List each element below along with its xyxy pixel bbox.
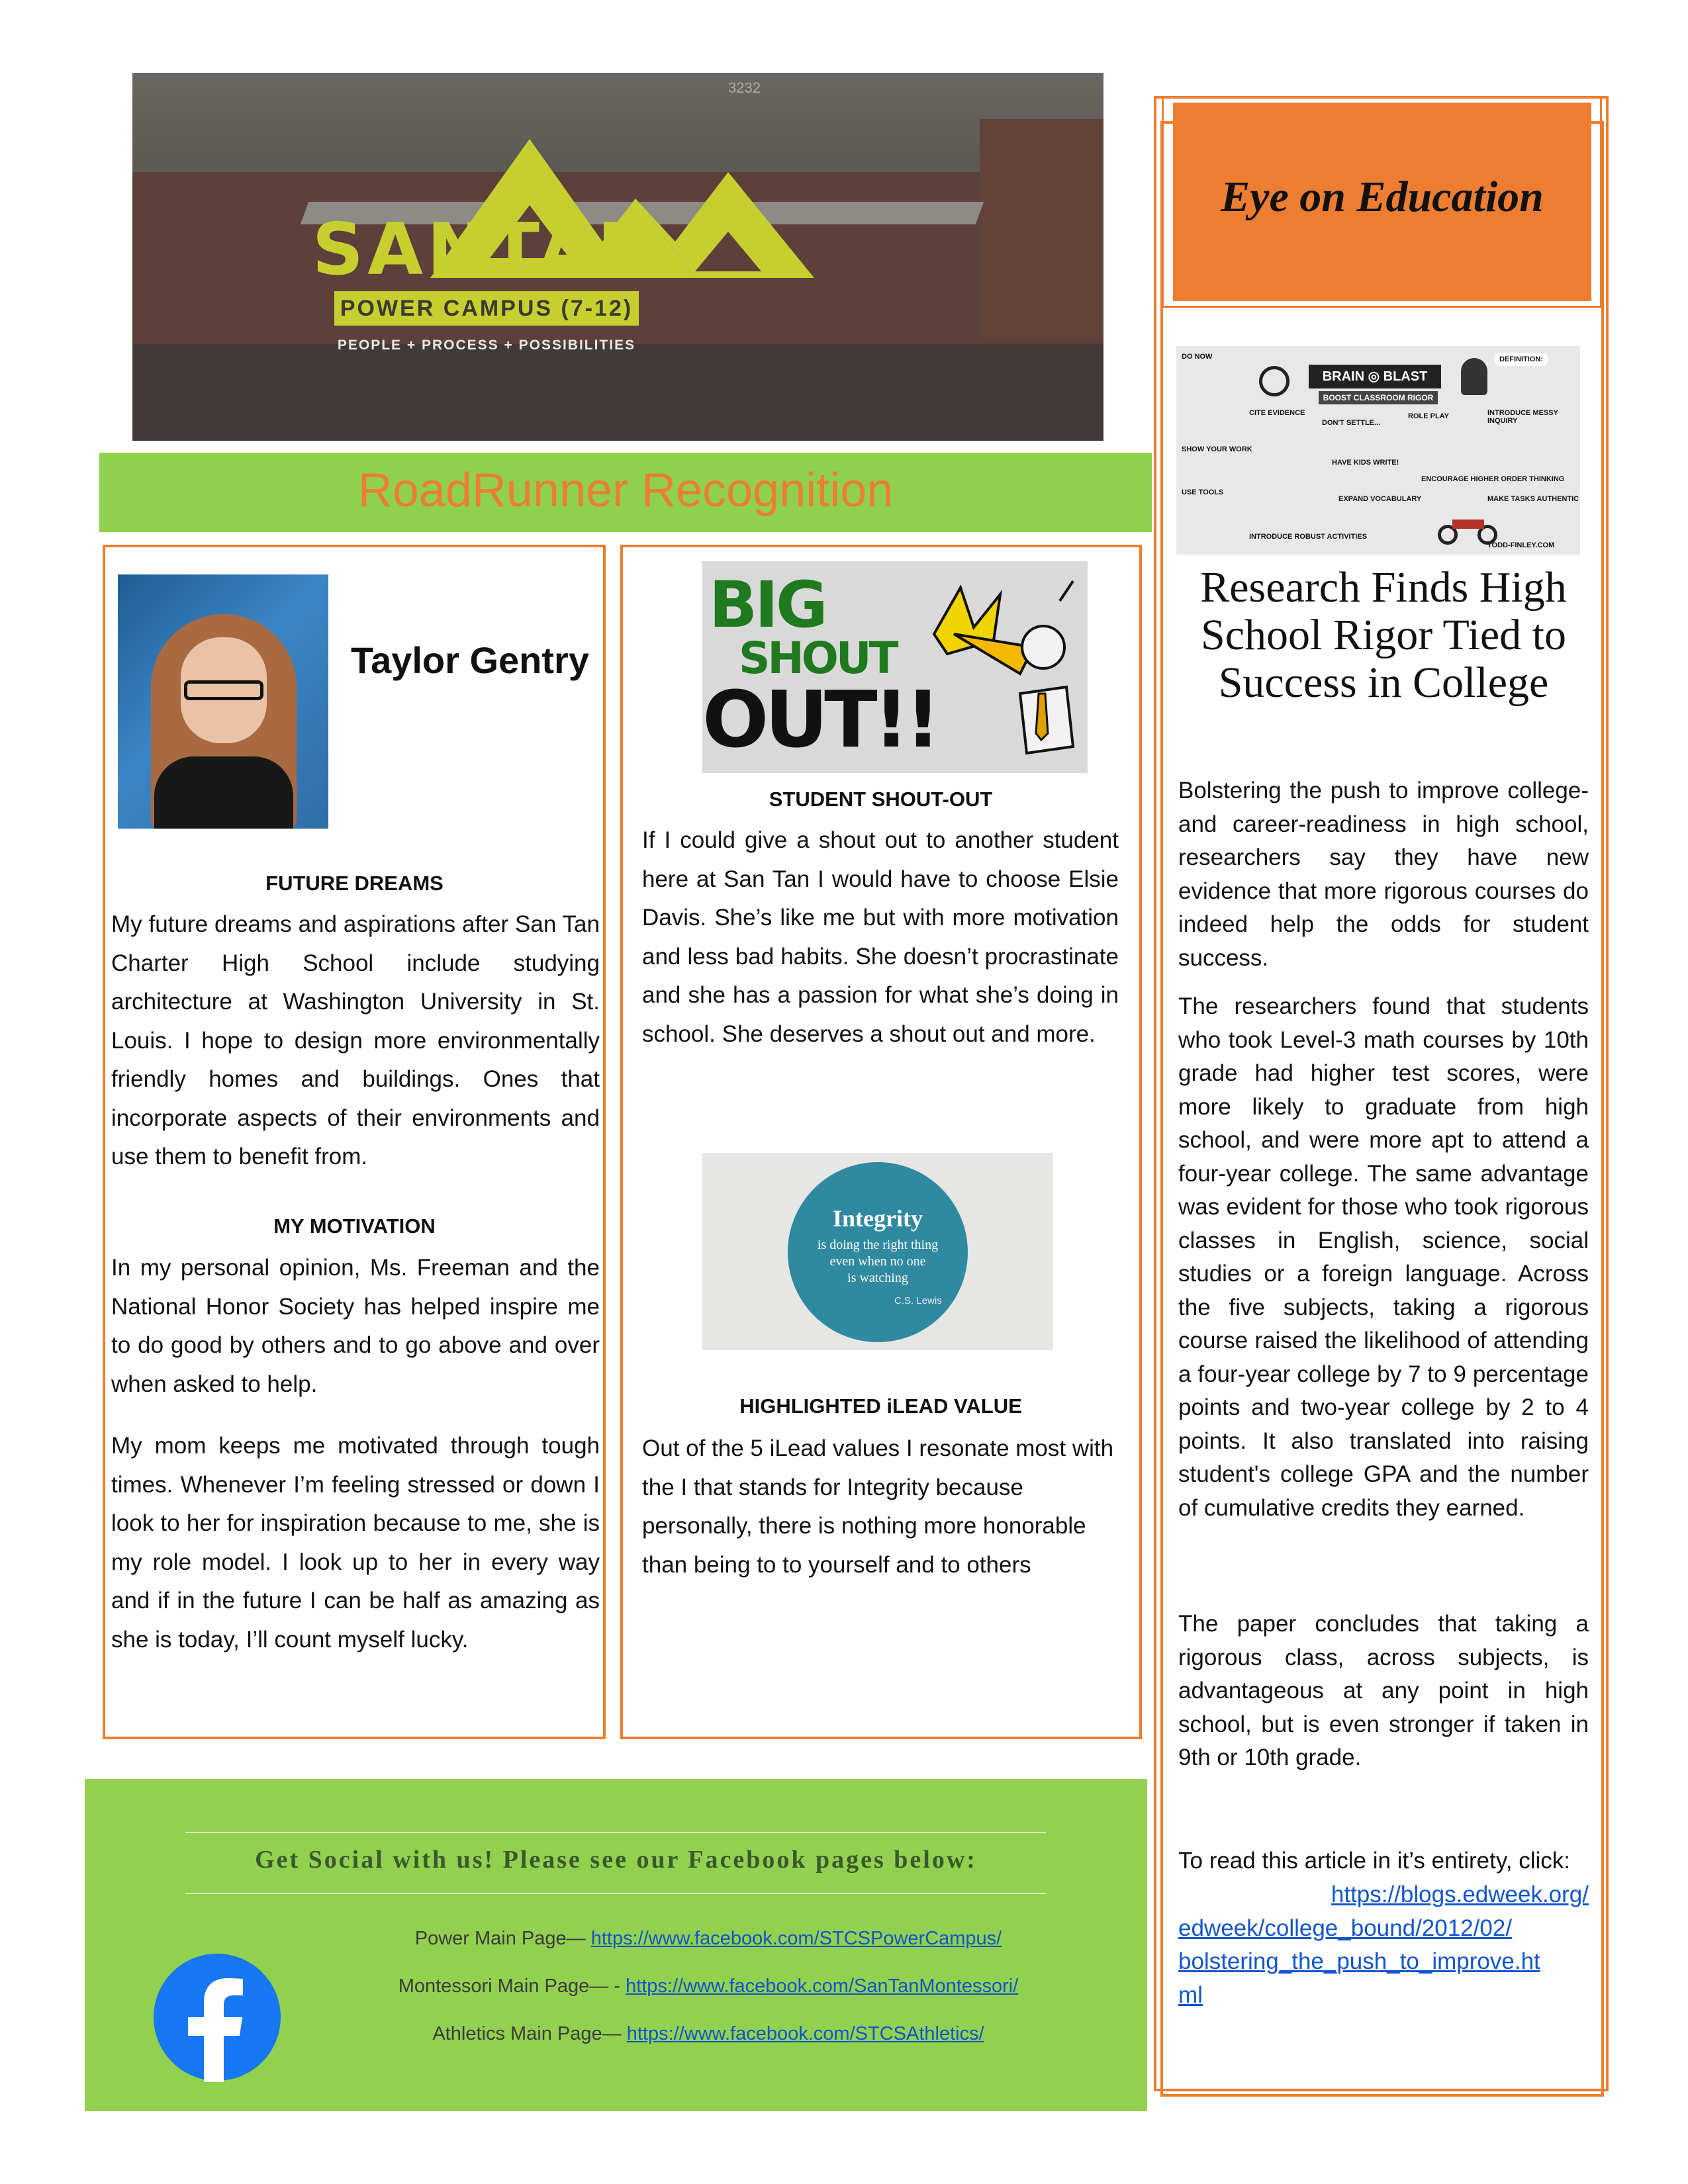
ilead-value-heading: HIGHLIGHTED iLEAD VALUE [739, 1394, 1022, 1418]
motivation-heading: MY MOTIVATION [273, 1214, 436, 1238]
infographic-item-7: EXPAND VOCABULARY [1338, 495, 1422, 503]
big-shout-out-graphic [702, 561, 1088, 773]
infographic-item-10: INTRODUCE MESSY INQUIRY [1487, 409, 1558, 425]
infographic-title-left: BRAIN [1322, 369, 1365, 384]
integrity-line2: even when no one [829, 1254, 926, 1269]
shoutout-graphic-line2: SHOUT [739, 633, 896, 684]
shoutout-graphic-line1: BIG [709, 568, 825, 642]
ilead-value-text: Out of the 5 iLead values I resonate most with the I that stands for Integrity because personally, there is nothing more honorable than being to to yourself and to others [642, 1435, 1114, 1578]
integrity-line3: is watching [847, 1271, 908, 1285]
integrity-author: C.S. Lewis [894, 1295, 942, 1306]
facebook-icon[interactable] [152, 1952, 282, 2082]
student-photo [118, 574, 328, 829]
article-title: Research Finds High School Rigor Tied to Success in College [1200, 563, 1567, 707]
infographic-item-3: USE TOOLS [1182, 488, 1224, 496]
fb-link-power-label: Power Main Page— [414, 1928, 591, 1949]
fb-link-montessori-url[interactable]: https://www.facebook.com/SanTanMontessori/ [626, 1976, 1019, 1997]
logo-wordmark: SANTAN [312, 208, 661, 291]
shoutout-graphic-line3: OUT!! [702, 674, 937, 765]
article-link-line4[interactable]: ml [1178, 1981, 1203, 2008]
motivation-text-1: In my personal opinion, Ms. Freeman and the National Honor Society has helped inspire me to do good by others and to go above and over when asked to help. [111, 1255, 600, 1397]
future-dreams-text: My future dreams and aspirations after San Tan Charter High School include studying architecture at Washington University in St. Louis. I hope to design more environmentally friendly homes and buildings. Ones that incorporate aspects of their environments and use them to benefit from. [111, 911, 600, 1169]
stopwatch-icon [1259, 366, 1289, 396]
fb-link-athletics-url[interactable]: https://www.facebook.com/STCSAthletics/ [626, 2023, 984, 2044]
infographic-item-13: DEFINITION: [1494, 353, 1548, 366]
motorcycle-icon [1438, 512, 1497, 545]
shoutout-text: If I could give a shout out to another student here at San Tan I would have to choose Elsie Davis. She’s like me but with more motivation and less bad habits. She doesn’t procrastinate and she has a passion for what she’s doing in school. She deserves a shout out and more. [642, 827, 1119, 1047]
infographic-item-5: DON'T SETTLE... [1322, 419, 1381, 427]
integrity-title: Integrity [833, 1205, 923, 1232]
infographic-item-2: SHOW YOUR WORK [1182, 445, 1252, 453]
shoutout-heading: STUDENT SHOUT-OUT [769, 788, 993, 811]
logo-subtitle: POWER CAMPUS (7-12) [334, 291, 639, 326]
fb-link-athletics [265, 2023, 1152, 2045]
sidebar-header-title: Eye on Education [1221, 173, 1544, 221]
read-more-text: To read this article in it’s entirety, click: [1178, 1848, 1570, 1874]
infographic-item-9: ROLE PLAY [1408, 412, 1449, 420]
fb-link-power [265, 1928, 1152, 1950]
footer-top-rule [185, 1832, 1046, 1833]
article-paragraph-3: The paper concludes that taking a rigorous class, across subjects, is advantageous at any point in high school, but is even stronger if taken in 9th or 10th grade. [1178, 1611, 1589, 1770]
infographic-title-right: BLAST [1383, 369, 1428, 384]
fb-link-power-url[interactable]: https://www.facebook.com/STCSPowerCampus/ [590, 1928, 1002, 1949]
article-link[interactable] [1178, 1878, 1589, 2012]
logo-tagline: PEOPLE + PROCESS + POSSIBILITIES [337, 338, 636, 353]
footer-bottom-rule [185, 1893, 1046, 1894]
infographic-subtitle: BOOST CLASSROOM RIGOR [1319, 391, 1438, 404]
article-paragraph-1: Bolstering the push to improve college- and career-readiness in high school, researchers say they have new evidence that more rigorous courses do indeed help the odds for student success. [1178, 778, 1589, 971]
brain-blast-infographic [1176, 346, 1580, 555]
banner-building-wing [980, 119, 1103, 338]
integrity-line1: is doing the right thing [817, 1238, 939, 1252]
infographic-item-8: INTRODUCE ROBUST ACTIVITIES [1249, 533, 1368, 541]
building-number: 3232 [728, 79, 761, 96]
fb-link-athletics-label: Athletics Main Page— [432, 2023, 627, 2044]
integrity-quote-image [702, 1153, 1053, 1350]
infographic-item-6: HAVE KIDS WRITE! [1332, 459, 1399, 467]
social-title: Get Social with us! Please see our Facebook pages below: [255, 1846, 977, 1874]
infographic-item-12: MAKE TASKS AUTHENTIC [1487, 495, 1579, 503]
article-link-line3[interactable]: bolstering_the_push_to_improve.ht [1178, 1948, 1540, 1974]
future-dreams-heading: FUTURE DREAMS [265, 872, 444, 895]
fb-link-montessori-label: Montessori Main Page— - [398, 1976, 626, 1997]
infographic-item-4: CITE EVIDENCE [1249, 409, 1305, 417]
infographic-item-1: DO NOW [1182, 353, 1213, 361]
recognition-title: RoadRunner Recognition [357, 464, 894, 517]
student-name: Taylor Gentry [351, 639, 589, 681]
article-paragraph-2: The researchers found that students who took Level-3 math courses by 10th grade had higher test scores, were more likely to graduate from high school, and were more apt to attend a four-year college. The same advantage was evident for those who took rigorous classes in English, science, social studies or a foreign language. Across the five subjects, taking a rigorous course raised the likelihood of attending a four-year college by 7 to 9 percentage points and two-year college by 2 to 4 points. It also translated into raising student's college GPA and the number of cumulative credits they earned. [1178, 993, 1589, 1521]
teacher-icon [1461, 358, 1487, 395]
infographic-credit: TODD-FINLEY.COM [1487, 541, 1555, 549]
fb-link-montessori [265, 1976, 1152, 1997]
brain-icon: ◎ [1368, 369, 1380, 384]
article-link-line2[interactable]: edweek/college_bound/2012/02/ [1178, 1915, 1513, 1941]
article-link-line1[interactable]: https://blogs.edweek.org/ [1331, 1882, 1589, 1907]
megaphone-person-icon [921, 574, 1086, 766]
motivation-text-2: My mom keeps me motivated through tough times. Whenever I’m feeling stressed or down I look to her for inspiration because to me, she is my role model. I look up to her in every way and if in the future I can be half as amazing as she is today, I’ll count myself lucky. [111, 1433, 600, 1653]
infographic-item-11: ENCOURAGE HIGHER ORDER THINKING [1421, 475, 1565, 483]
